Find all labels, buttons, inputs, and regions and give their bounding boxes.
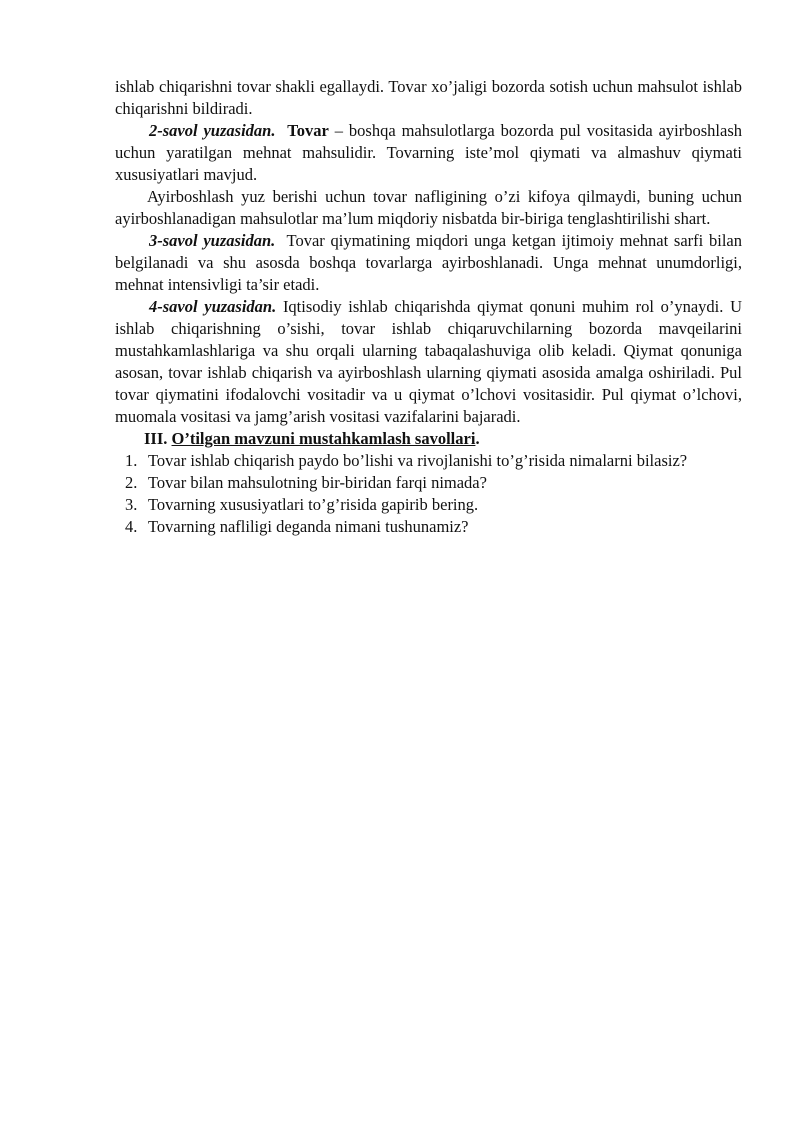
question-text: Tovarning xususiyatlari to’g’risida gapirib bering. [148,495,479,514]
section-title-end: . [475,429,480,448]
section-heading [115,428,742,450]
q2-paragraph [115,120,742,186]
document-body [115,76,742,538]
question-number: 3. [125,495,138,514]
question-number: 4. [125,517,138,536]
question-number: 2. [125,473,138,492]
questions-list [115,450,742,538]
intro-paragraph: ishlab chiqarishni tovar shakli egallaydi. Tovar xo’jaligi bozorda sotish uchun mahsulot ishlab chiqarishni bildiradi. [115,77,742,118]
question-number: 1. [125,451,138,470]
question-item [115,450,742,472]
q4-text: Iqtisodiy ishlab chiqarishda qiymat qonuni muhim rol o’ynaydi. U ishlab chiqarishning o’sishi, tovar ishlab chiqaruvchilarning bozorda mavqeilarini mustahkamlashlariga va shu orqali ularning tabaqalashuviga olib keladi. Qiymat qonuniga asosan, tovar ishlab chiqarish va ayirboshlash ularning qiymati asosida amalga oshiriladi. Pul tovar qiymatini ifodalovchi vositadir va u qiymat o’lchovi vositasidir. Pul qiymat o’lchovi, muomala vositasi va jamg’arish vositasi vazifalarini bajaradi. [115,297,742,426]
question-item [115,516,742,538]
q3-paragraph [115,230,742,296]
q2-text: – boshqa mahsulotlarga bozorda pul vositasida ayirboshlash uchun yaratilgan mehnat mahsulidir. Tovarning iste’mol qiymati va almashuv qiymati xususiyatlari mavjud. [115,121,742,184]
q3-text: Tovar qiymatining miqdori unga ketgan ijtimoiy mehnat sarfi bilan belgilanadi va shu asosda boshqa tovarlarga ayirboshlanadi. Unga mehnat unumdorligi, mehnat intensivligi ta’sir etadi. [115,231,742,294]
question-text: Tovarning nafliligi deganda nimani tushunamiz? [148,517,469,536]
question-text: Tovar ishlab chiqarish paydo bo’lishi va rivojlanishi to’g’risida nimalarni bilasiz? [148,451,688,470]
section-numeral: III. [144,429,168,448]
q4-paragraph [115,296,742,428]
q3-heading: 3-savol yuzasidan. [149,231,276,250]
question-item [115,494,742,516]
q2-heading: 2-savol yuzasidan. [149,121,276,140]
question-text: Tovar bilan mahsulotning bir-biridan farqi nimada? [148,473,487,492]
q4-heading: 4-savol yuzasidan. [149,297,277,316]
q2-paragraph-2: Ayirboshlash yuz berishi uchun tovar nafligining o’zi kifoya qilmaydi, buning uchun ayirboshlanadigan mahsulotlar ma’lum miqdoriy nisbatda bir-biriga tenglashtirilishi shart. [115,187,742,228]
q2-term: Tovar [287,121,329,140]
question-item [115,472,742,494]
section-title: O’tilgan mavzuni mustahkamlash savollari [171,429,476,448]
